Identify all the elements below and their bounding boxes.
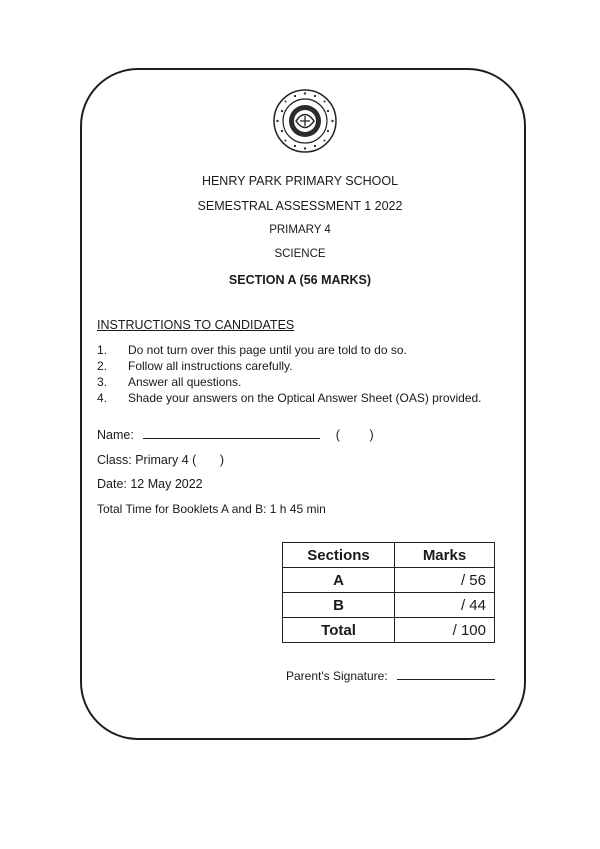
sections-header: Sections [283,543,395,568]
table-row [283,568,495,593]
index-close-paren: ) [369,428,374,442]
assessment-title: SEMESTRAL ASSESSMENT 1 2022 [197,199,403,213]
class-label: Class: Primary 4 ( [97,453,197,467]
section-cell: A [283,568,395,593]
section-title: SECTION A (56 MARKS) [228,273,372,287]
name-field-row [97,428,374,442]
instruction-item: 3. Answer all questions. [97,375,242,389]
level-title: PRIMARY 4 [269,224,331,236]
class-field-row [97,453,224,467]
date-line: Date: 12 May 2022 [97,477,203,491]
instructions-list [97,342,482,406]
parent-signature-row [286,669,495,683]
school-name: HENRY PARK PRIMARY SCHOOL [201,174,399,188]
section-cell: Total [283,618,395,643]
marks-cell: / 100 [395,618,495,643]
marks-table [282,542,495,643]
index-open-paren: ( [335,428,340,442]
instruction-item: 4. Shade your answers on the Optical Answer Sheet (OAS) provided. [97,391,482,405]
instruction-item: 2. Follow all instructions carefully. [97,359,293,373]
table-header-row [283,543,495,568]
name-blank-line[interactable] [143,428,320,439]
instruction-item: 1. Do not turn over this page until you are told to do so. [97,343,407,357]
school-crest-seal [272,88,338,154]
table-row [283,618,495,643]
table-row [283,593,495,618]
class-close-paren: ) [219,453,224,467]
instructions-heading: INSTRUCTIONS TO CANDIDATES [97,318,295,332]
signature-blank-line[interactable] [397,669,495,680]
subject-title: SCIENCE [274,248,326,260]
marks-cell: / 44 [395,593,495,618]
marks-cell: / 56 [395,568,495,593]
total-time-line: Total Time for Booklets A and B: 1 h 45 min [97,502,326,516]
signature-label: Parent's Signature: [286,669,388,683]
name-label: Name: [97,428,134,442]
marks-header: Marks [395,543,495,568]
section-cell: B [283,593,395,618]
